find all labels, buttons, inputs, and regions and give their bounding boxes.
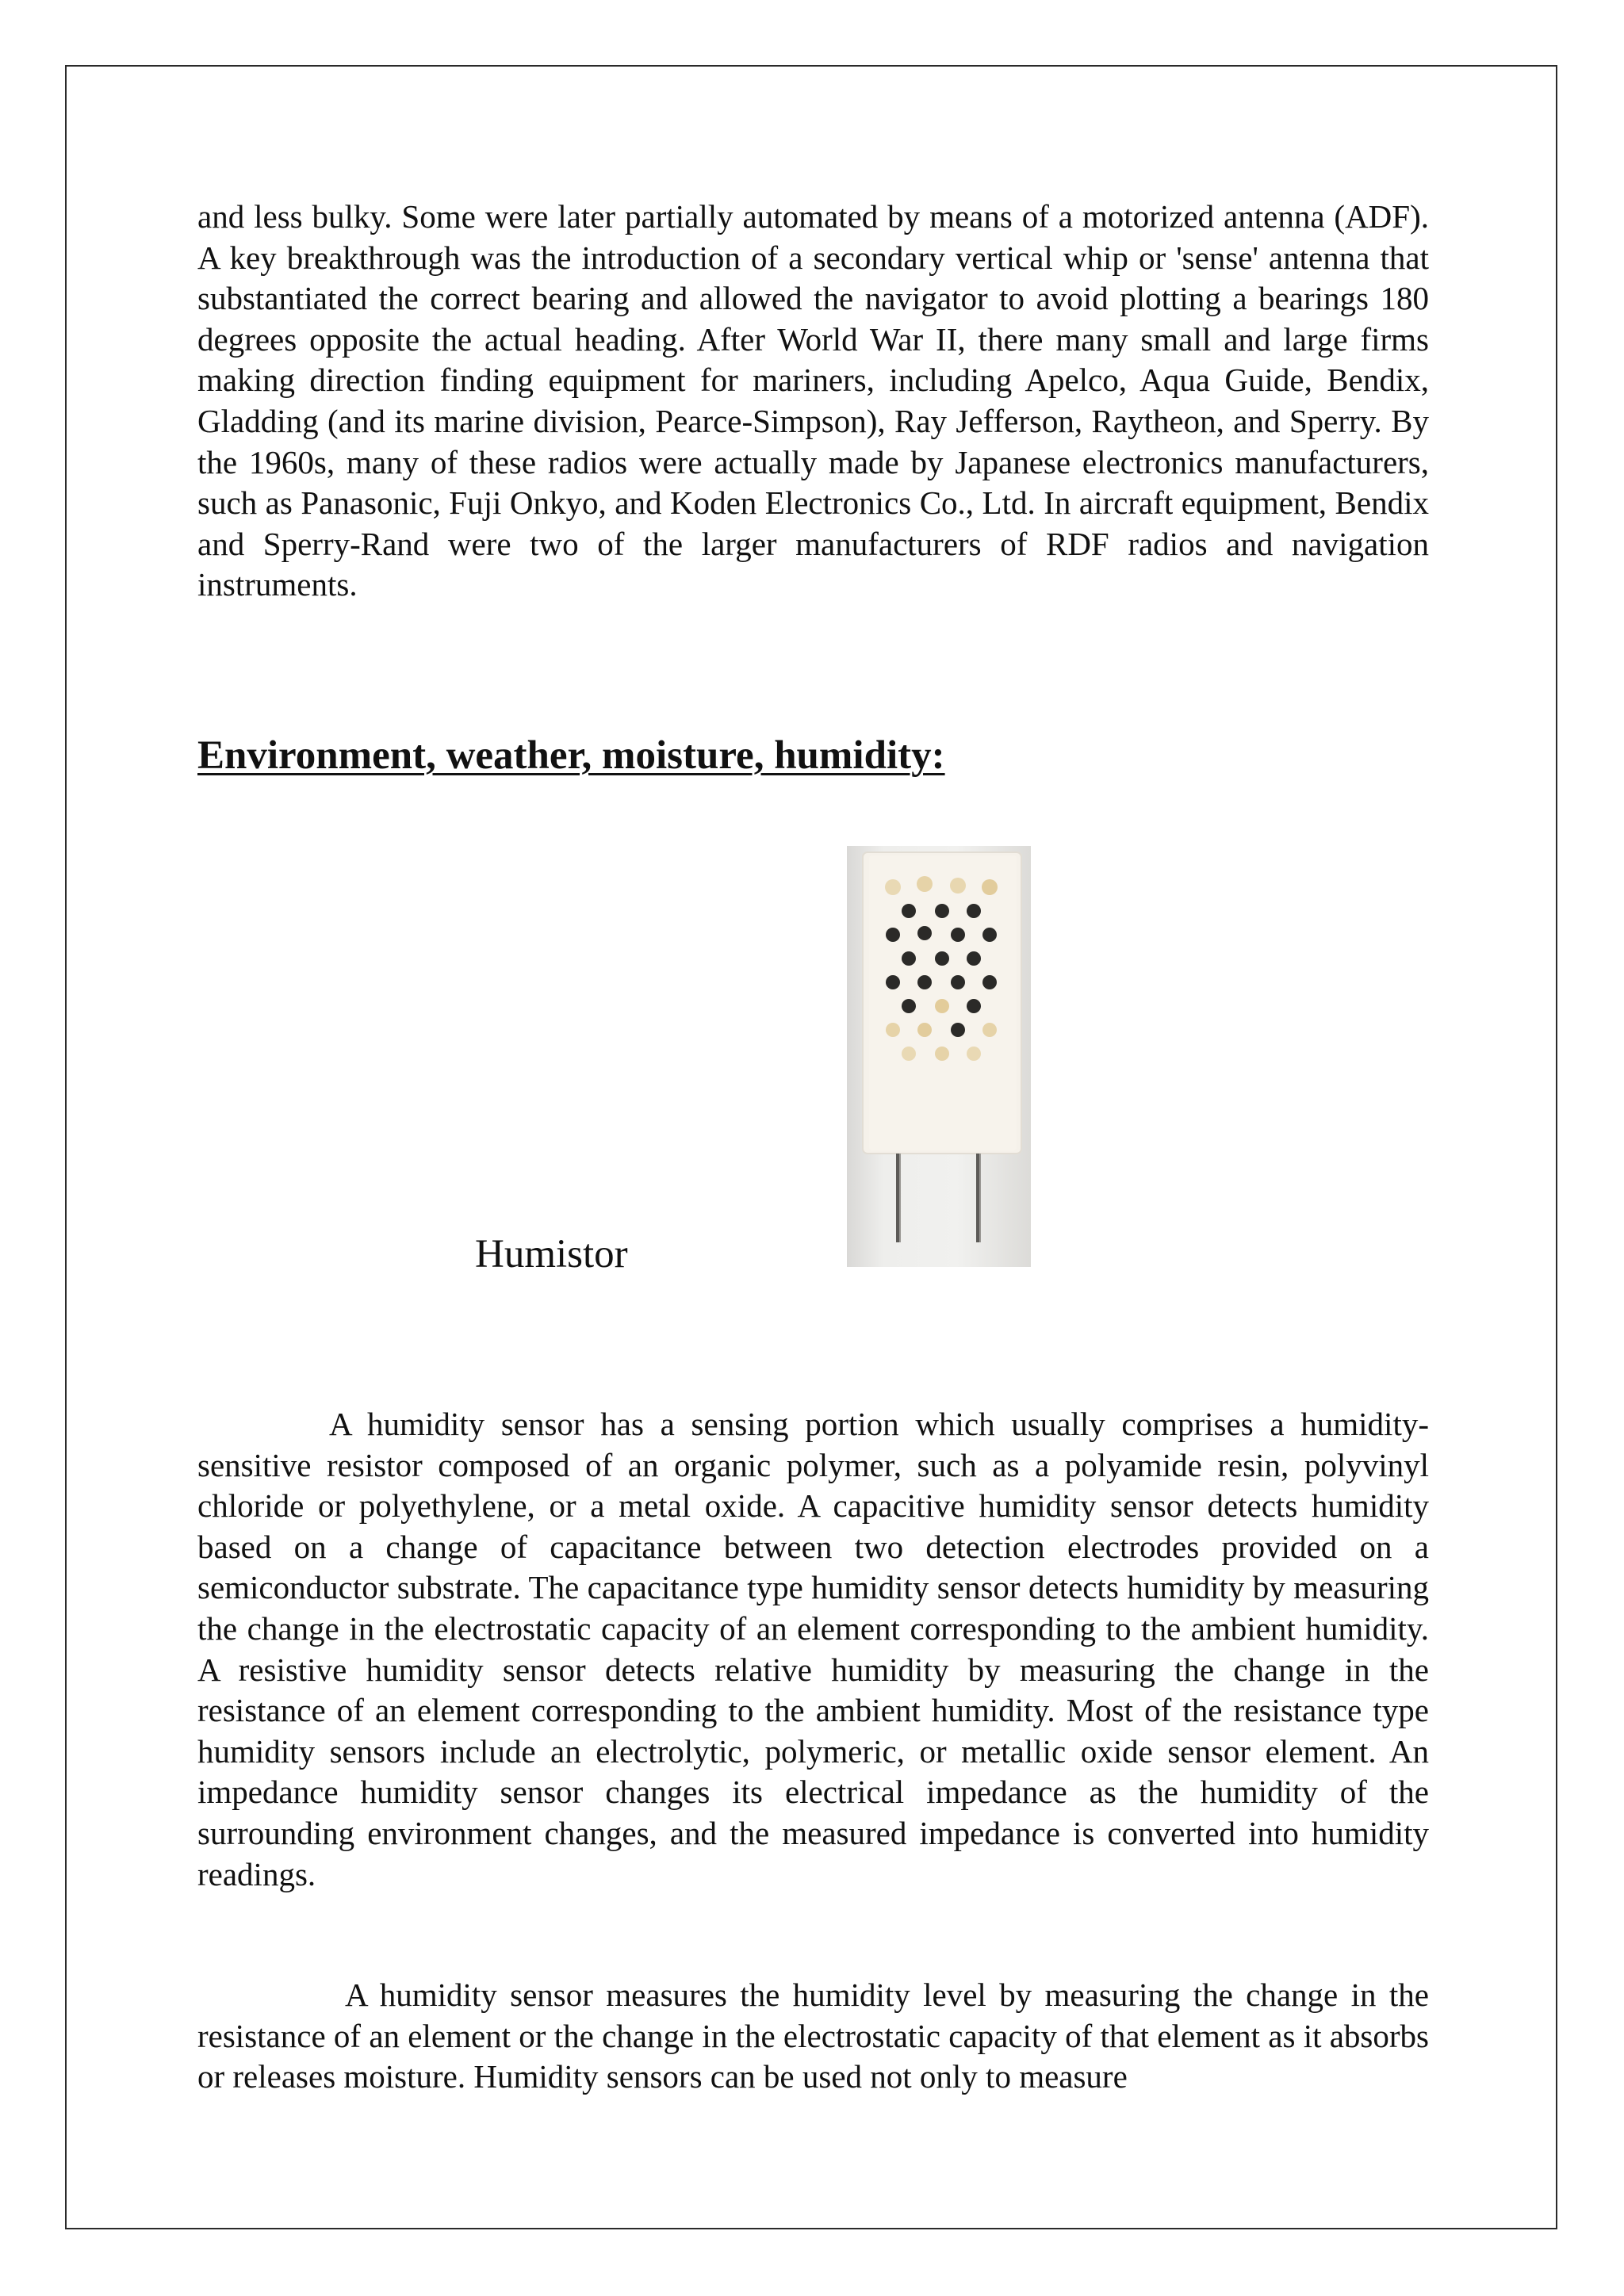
intro-paragraph: and less bulky. Some were later partially automated by means of a motorized antenna (ADF). A key breakthrough was the introduction of a secondary vertical whip or 'sense' antenna that substantiated the correct bearing and allowed the navigator to avoid plotting a bearings 180 degrees opposite the actual heading. After World War II, there many small and large firms making direction finding equipment for mariners, including Apelco, Aqua Guide, Bendix, Gladding (and its marine division, Pearce-Simpson), Ray Jefferson, Raytheon, and Sperry. By the 1960s, many of these radios were actually made by Japanese electronics manufacturers, such as Panasonic, Fuji Onkyo, and Koden Electronics Co., Ltd. In aircraft equipment, Bendix and Sperry-Rand were two of the larger manufacturers of RDF radios and navigation instruments. <box>197 198 1429 603</box>
section-heading: Environment, weather, moisture, humidity: <box>197 733 945 778</box>
figure-caption: Humistor <box>475 1232 628 1276</box>
humistor-image <box>847 846 1031 1267</box>
humistor-sensor-icon <box>847 846 1031 1267</box>
body-paragraph-1: A humidity sensor has a sensing portion which usually comprises a humidity-sensitive resistor composed of an organic polymer, such as a polyamide resin, polyvinyl chloride or polyethylene, or a metal oxide. A capacitive humidity sensor detects humidity based on a change of capacitance between two detection electrodes provided on a semiconductor substrate. The capacitance type humidity sensor detects humidity by measuring the change in the electrostatic capacity of an element corresponding to the ambient humidity. A resistive humidity sensor detects relative humidity by measuring the change in the resistance of an element corresponding to the ambient humidity. Most of the resistance type humidity sensors include an electrolytic, polymeric, or metallic oxide sensor element. An impedance humidity sensor changes its electrical impedance as the humidity of the surrounding environment changes, and the measured impedance is converted into humidity readings. <box>197 1406 1429 1892</box>
body-paragraph-2: A humidity sensor measures the humidity level by measuring the change in the resistance of an element or the change in the electrostatic capacity of that element as it absorbs or releases moisture. Humidity sensors can be used not only to measure <box>197 1976 1429 2095</box>
